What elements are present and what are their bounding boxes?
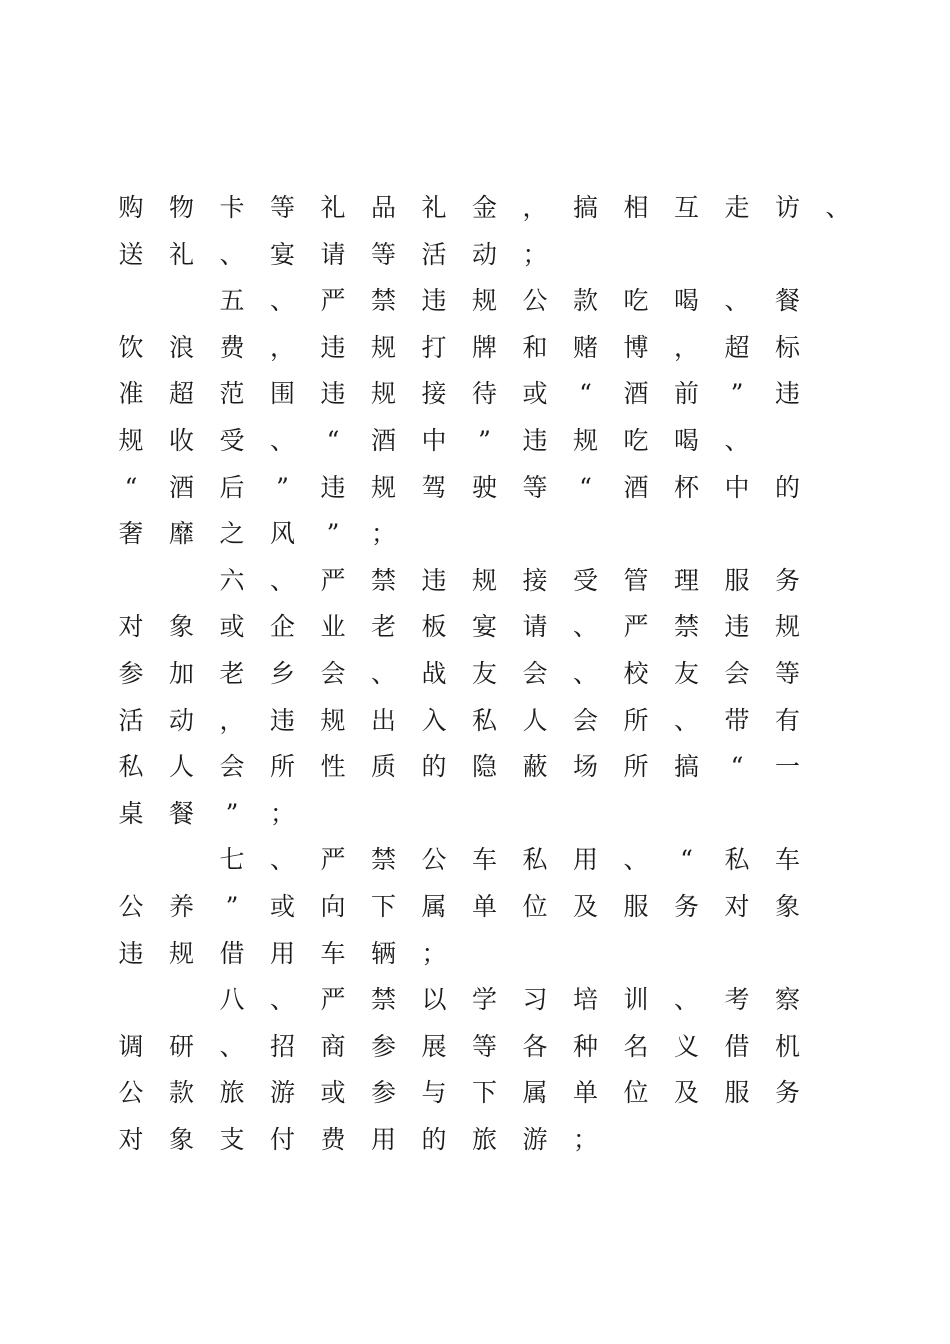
glyph: 校: [623, 659, 649, 688]
glyph: 会: [724, 659, 750, 688]
glyph: 驾: [421, 472, 447, 502]
text-line: [0, 607, 950, 647]
glyph: 象: [168, 612, 194, 642]
glyph: 严: [320, 286, 346, 316]
glyph: 或: [269, 892, 295, 921]
glyph: 禁: [370, 565, 396, 595]
glyph: 友: [673, 659, 699, 688]
glyph: 后: [219, 472, 245, 502]
glyph: 规: [471, 286, 497, 316]
text-line: [0, 514, 950, 554]
glyph: 或: [219, 612, 245, 642]
glyph: 的: [774, 472, 800, 502]
glyph: 物: [168, 193, 194, 222]
glyph: ，: [219, 705, 245, 735]
glyph: 付: [269, 1125, 295, 1154]
glyph: ”: [326, 519, 340, 549]
text-line: [0, 374, 950, 414]
glyph: 之: [219, 519, 245, 549]
glyph: 训: [623, 985, 649, 1015]
glyph: 违: [421, 565, 447, 595]
glyph: 违: [724, 612, 750, 642]
text-line: [0, 235, 950, 275]
glyph: 的: [421, 1125, 447, 1154]
glyph: 访: [774, 193, 800, 222]
glyph: 和: [522, 332, 548, 362]
glyph: 对: [118, 612, 144, 642]
glyph: 对: [118, 1125, 144, 1154]
glyph: 礼: [320, 193, 346, 222]
glyph: 超: [168, 379, 194, 409]
text-line: [0, 1073, 950, 1113]
glyph: 、: [219, 1031, 245, 1061]
glyph: 旅: [219, 1078, 245, 1108]
glyph: 动: [471, 239, 497, 269]
glyph: 违: [118, 938, 144, 968]
glyph: 私: [118, 752, 144, 782]
glyph: 活: [118, 705, 144, 735]
glyph: 动: [168, 705, 194, 735]
glyph: 参: [370, 1078, 396, 1108]
glyph: 支: [219, 1125, 245, 1154]
glyph: 所: [623, 705, 649, 735]
glyph: 商: [320, 1031, 346, 1061]
glyph: 等: [370, 239, 396, 269]
glyph: 严: [320, 985, 346, 1015]
glyph: 饮: [118, 332, 144, 362]
glyph: 研: [168, 1031, 194, 1061]
glyph: 下: [370, 892, 396, 921]
glyph: 款: [572, 286, 598, 316]
glyph: ”: [478, 426, 491, 455]
text-line: [0, 421, 950, 461]
glyph: 待: [471, 379, 497, 409]
glyph: 用: [572, 845, 598, 875]
glyph: 规: [774, 612, 800, 642]
glyph: 象: [774, 892, 800, 921]
glyph: 单: [471, 892, 497, 921]
glyph: 送: [118, 239, 144, 269]
glyph: 搞: [572, 193, 598, 222]
glyph: 打: [421, 332, 447, 362]
glyph: 互: [673, 193, 699, 222]
glyph: 标: [774, 332, 800, 362]
glyph: 五: [219, 286, 245, 316]
glyph: 等: [471, 1031, 497, 1061]
glyph: 业: [320, 612, 346, 642]
glyph: 私: [522, 845, 548, 875]
text-line: [0, 328, 950, 368]
glyph: 严: [623, 612, 649, 642]
glyph: 及: [572, 892, 598, 921]
glyph: 喝: [673, 426, 699, 455]
glyph: 费: [320, 1125, 346, 1154]
glyph: ，: [673, 332, 699, 362]
glyph: 习: [522, 985, 548, 1015]
glyph: 、: [269, 286, 295, 316]
glyph: 战: [421, 659, 447, 688]
glyph: 前: [673, 379, 699, 409]
glyph: 、: [572, 612, 598, 642]
glyph: 车: [320, 938, 346, 968]
glyph: 受: [572, 565, 598, 595]
glyph: 规: [572, 426, 598, 455]
glyph: 礼: [168, 239, 194, 269]
text-line: [0, 701, 950, 741]
glyph: 入: [421, 705, 447, 735]
glyph: 相: [623, 193, 649, 222]
glyph: 管: [623, 565, 649, 595]
glyph: 准: [118, 379, 144, 409]
glyph: 规: [118, 426, 144, 455]
glyph: “: [680, 845, 693, 875]
glyph: “: [326, 426, 340, 455]
glyph: 种: [572, 1031, 598, 1061]
glyph: 板: [421, 612, 447, 642]
glyph: 名: [623, 1031, 649, 1061]
glyph: 款: [168, 1078, 194, 1108]
glyph: 规: [320, 705, 346, 735]
glyph: 金: [471, 193, 497, 222]
glyph: 有: [774, 705, 800, 735]
glyph: 游: [522, 1125, 548, 1154]
glyph: 下: [471, 1078, 497, 1108]
glyph: 六: [219, 565, 245, 595]
glyph: 展: [421, 1031, 447, 1061]
glyph: 、: [673, 985, 699, 1015]
glyph: 参: [118, 659, 144, 688]
glyph: 礼: [421, 193, 447, 222]
glyph: 养: [168, 892, 194, 921]
text-line: [0, 934, 950, 974]
glyph: 单: [572, 1078, 598, 1108]
glyph: 义: [673, 1031, 699, 1061]
glyph: 及: [673, 1078, 699, 1108]
glyph: 酒: [168, 472, 194, 502]
glyph: 老: [219, 659, 245, 688]
glyph: 务: [774, 1078, 800, 1108]
glyph: 用: [269, 938, 295, 968]
glyph: 考: [724, 985, 750, 1015]
glyph: 搞: [673, 752, 699, 782]
glyph: 严: [320, 565, 346, 595]
glyph: 规: [370, 379, 396, 409]
text-line: [0, 794, 950, 834]
glyph: 公: [118, 892, 144, 921]
text-line: [0, 188, 950, 228]
glyph: ”: [225, 892, 239, 921]
glyph: 餐: [774, 286, 800, 316]
text-line: [0, 654, 950, 694]
glyph: 博: [623, 332, 649, 362]
glyph: 规: [168, 938, 194, 968]
glyph: 所: [623, 752, 649, 782]
glyph: 违: [320, 472, 346, 502]
glyph: 中: [421, 426, 447, 455]
glyph: 、: [269, 985, 295, 1015]
glyph: 喝: [673, 286, 699, 316]
glyph: 理: [673, 565, 699, 595]
glyph: ；: [522, 239, 548, 269]
glyph: 、: [269, 565, 295, 595]
glyph: 违: [269, 705, 295, 735]
glyph: 出: [370, 705, 396, 735]
glyph: 会: [572, 705, 598, 735]
glyph: 借: [724, 1031, 750, 1061]
glyph: 靡: [168, 519, 194, 549]
glyph: 走: [724, 193, 750, 222]
glyph: 象: [168, 1125, 194, 1154]
glyph: 禁: [370, 845, 396, 875]
glyph: 等: [522, 472, 548, 502]
glyph: 违: [421, 286, 447, 316]
glyph: 察: [774, 985, 800, 1015]
glyph: 、: [572, 659, 598, 688]
text-line: [0, 468, 950, 508]
glyph: 公: [522, 286, 548, 316]
glyph: 服: [623, 892, 649, 921]
glyph: 违: [320, 379, 346, 409]
glyph: 公: [118, 1078, 144, 1108]
glyph: ；: [370, 519, 396, 549]
glyph: 活: [421, 239, 447, 269]
glyph: ”: [225, 798, 239, 828]
glyph: 用: [370, 1125, 396, 1154]
glyph: ，: [269, 332, 295, 362]
glyph: 禁: [370, 985, 396, 1015]
glyph: 范: [219, 379, 245, 409]
glyph: 蔽: [522, 752, 548, 782]
text-line: [0, 747, 950, 787]
glyph: 私: [724, 845, 750, 875]
glyph: ；: [572, 1125, 598, 1154]
glyph: 费: [219, 332, 245, 362]
glyph: 酒: [623, 379, 649, 409]
glyph: 接: [421, 379, 447, 409]
glyph: 质: [370, 752, 396, 782]
glyph: 规: [471, 565, 497, 595]
glyph: 等: [269, 193, 295, 222]
glyph: 七: [219, 845, 245, 875]
text-line: [0, 281, 950, 321]
glyph: 辆: [370, 938, 396, 968]
glyph: 收: [168, 426, 194, 455]
glyph: 性: [320, 752, 346, 782]
text-line: [0, 1120, 950, 1160]
glyph: 请: [320, 239, 346, 269]
glyph: 违: [774, 379, 800, 409]
glyph: 、: [370, 659, 396, 688]
glyph: 、: [825, 193, 851, 222]
glyph: 人: [522, 705, 548, 735]
glyph: 服: [724, 1078, 750, 1108]
glyph: 严: [320, 845, 346, 875]
glyph: 奢: [118, 519, 144, 549]
glyph: 车: [774, 845, 800, 875]
glyph: ；: [269, 798, 295, 828]
glyph: ；: [421, 938, 447, 968]
glyph: 人: [168, 752, 194, 782]
glyph: 或: [522, 379, 548, 409]
glyph: 中: [724, 472, 750, 502]
glyph: 老: [370, 612, 396, 642]
glyph: 服: [724, 565, 750, 595]
glyph: 旅: [471, 1125, 497, 1154]
glyph: “: [730, 752, 744, 782]
glyph: 禁: [370, 286, 396, 316]
glyph: 吃: [623, 286, 649, 316]
glyph: 企: [269, 612, 295, 642]
glyph: 属: [421, 892, 447, 921]
glyph: 、: [269, 845, 295, 875]
glyph: 隐: [471, 752, 497, 782]
glyph: 私: [471, 705, 497, 735]
glyph: 加: [168, 659, 194, 688]
glyph: 会: [219, 752, 245, 782]
glyph: 餐: [168, 798, 194, 828]
glyph: 属: [522, 1078, 548, 1108]
glyph: 宴: [471, 612, 497, 642]
glyph: ，: [522, 193, 548, 222]
glyph: 等: [774, 659, 800, 688]
glyph: 购: [118, 193, 144, 222]
glyph: 八: [219, 985, 245, 1015]
glyph: 车: [471, 845, 497, 875]
glyph: 以: [421, 985, 447, 1015]
glyph: 接: [522, 565, 548, 595]
glyph: 游: [269, 1078, 295, 1108]
glyph: 、: [219, 239, 245, 269]
glyph: 赌: [572, 332, 598, 362]
glyph: 乡: [269, 659, 295, 688]
glyph: 的: [421, 752, 447, 782]
glyph: 违: [522, 426, 548, 455]
glyph: 风: [269, 519, 295, 549]
glyph: 规: [370, 472, 396, 502]
glyph: 借: [219, 938, 245, 968]
glyph: 务: [673, 892, 699, 921]
glyph: 向: [320, 892, 346, 921]
glyph: 会: [320, 659, 346, 688]
glyph: 参: [370, 1031, 396, 1061]
glyph: 务: [774, 565, 800, 595]
glyph: 招: [269, 1031, 295, 1061]
glyph: 培: [572, 985, 598, 1015]
text-line: [0, 840, 950, 880]
glyph: 酒: [370, 426, 396, 455]
glyph: 桌: [118, 798, 144, 828]
glyph: 驶: [471, 472, 497, 502]
glyph: 调: [118, 1031, 144, 1061]
glyph: 牌: [471, 332, 497, 362]
text-line: [0, 980, 950, 1020]
glyph: 公: [421, 845, 447, 875]
glyph: “: [579, 472, 592, 502]
glyph: 友: [471, 659, 497, 688]
glyph: 受: [219, 426, 245, 455]
glyph: 违: [320, 332, 346, 362]
glyph: 、: [623, 845, 649, 875]
glyph: 带: [724, 705, 750, 735]
glyph: 请: [522, 612, 548, 642]
glyph: 宴: [269, 239, 295, 269]
glyph: 位: [623, 1078, 649, 1108]
glyph: 吃: [623, 426, 649, 455]
glyph: 规: [370, 332, 396, 362]
glyph: 围: [269, 379, 295, 409]
glyph: 会: [522, 659, 548, 688]
glyph: 、: [269, 426, 295, 455]
glyph: 对: [724, 892, 750, 921]
glyph: 机: [774, 1031, 800, 1061]
glyph: “: [124, 472, 138, 502]
glyph: 杯: [673, 472, 699, 502]
glyph: ”: [276, 472, 289, 502]
glyph: 、: [673, 705, 699, 735]
text-line: [0, 561, 950, 601]
text-line: [0, 1027, 950, 1067]
glyph: 一: [774, 752, 800, 782]
glyph: 所: [269, 752, 295, 782]
glyph: 与: [421, 1078, 447, 1108]
glyph: 卡: [219, 193, 245, 222]
glyph: 场: [572, 752, 598, 782]
glyph: 浪: [168, 332, 194, 362]
glyph: “: [579, 379, 592, 409]
glyph: 、: [724, 426, 750, 455]
text-line: [0, 887, 950, 927]
glyph: 各: [522, 1031, 548, 1061]
glyph: 或: [320, 1078, 346, 1108]
glyph: 学: [471, 985, 497, 1015]
glyph: 、: [724, 286, 750, 316]
glyph: 位: [522, 892, 548, 921]
glyph: ”: [730, 379, 744, 409]
glyph: 酒: [623, 472, 649, 502]
glyph: 超: [724, 332, 750, 362]
glyph: 禁: [673, 612, 699, 642]
glyph: 品: [370, 193, 396, 222]
